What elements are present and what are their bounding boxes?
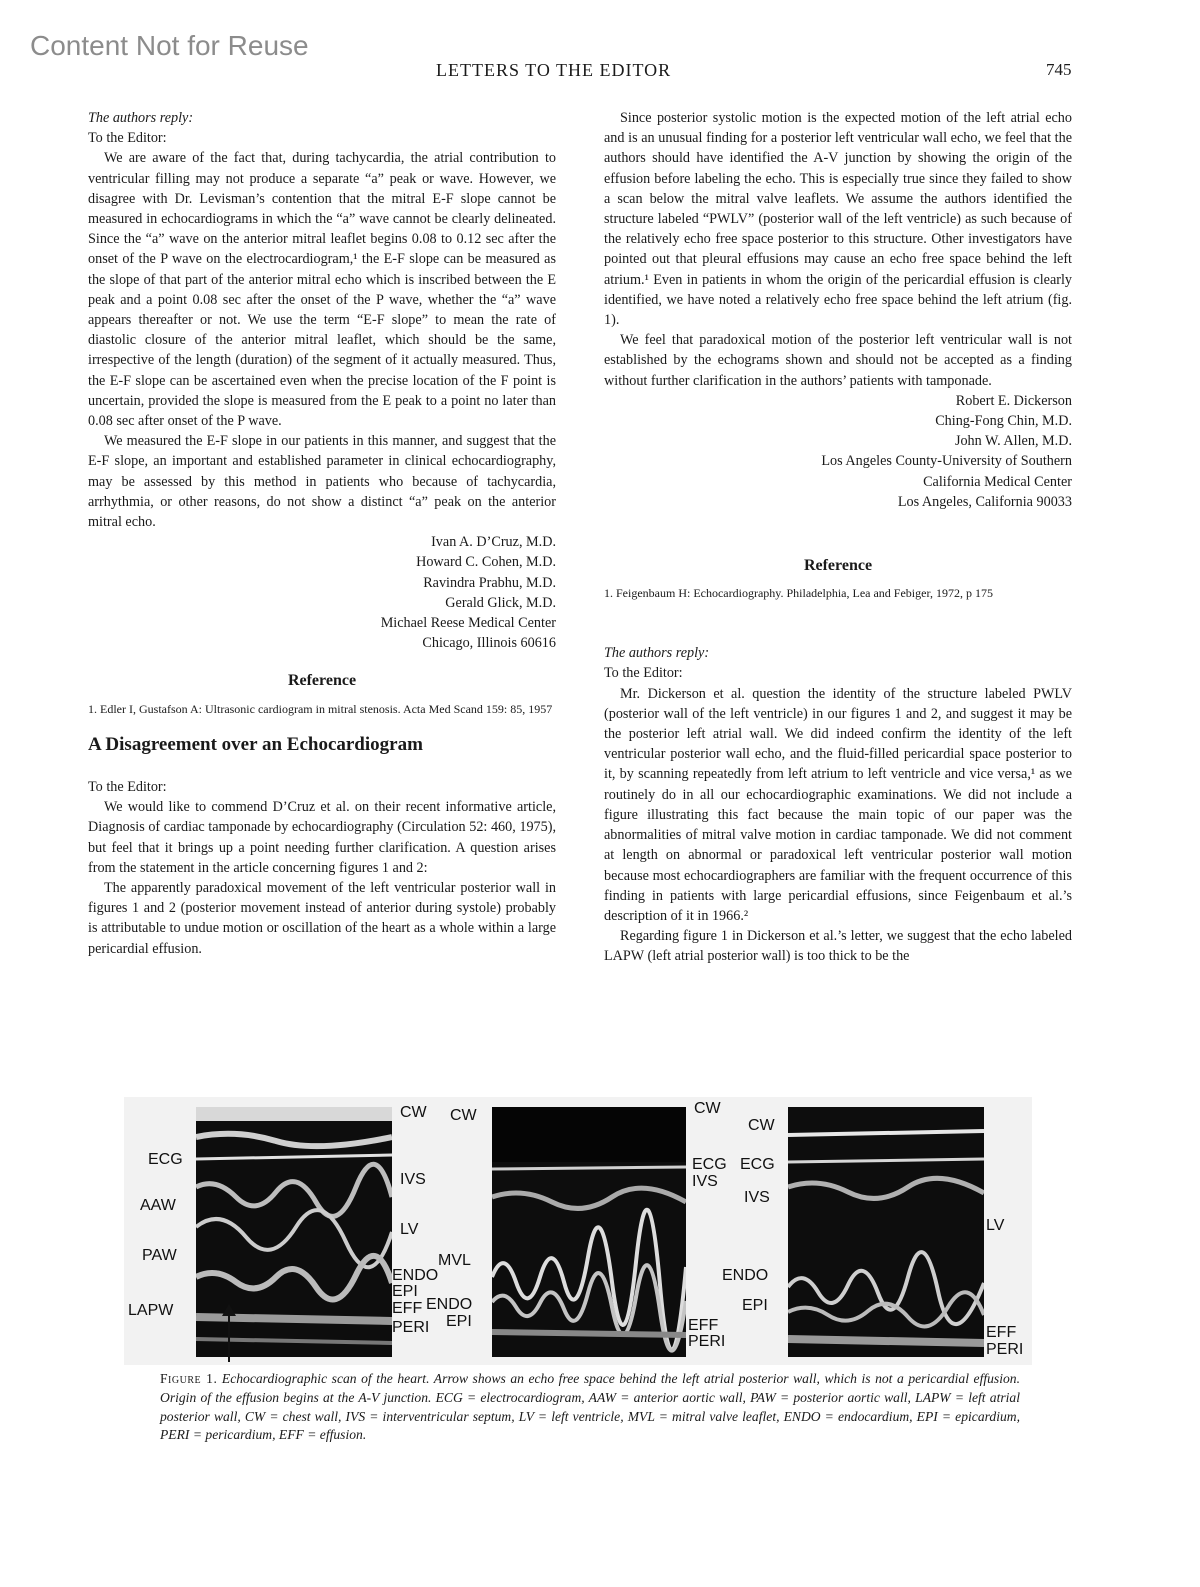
arrow-shaft <box>228 1310 230 1362</box>
figure-label: PERI <box>986 1341 1024 1358</box>
reference-item: 1. Edler I, Gustafson A: Ultrasonic cardiogram in mitral stenosis. Acta Med Scand 159: 85, 1957 <box>88 701 553 716</box>
reply-label: The authors reply: <box>88 110 194 126</box>
figure-label: PAW <box>142 1247 177 1264</box>
figure-label: EFF <box>986 1324 1017 1341</box>
figure-label: EFF <box>392 1300 423 1317</box>
salutation: To the Editor: <box>88 130 167 147</box>
paragraph: We feel that paradoxical motion of the posterior left ventricular wall is not established by the echograms shown and should not be accepted as a finding without further clarification in the authors’ patients with tamponade. <box>604 332 1072 389</box>
signature-line: Howard C. Cohen, M.D. <box>416 554 556 571</box>
figure-label: IVS <box>400 1171 426 1188</box>
figure-label: ECG <box>740 1156 775 1173</box>
figure-label: CW <box>450 1107 477 1124</box>
caption-text: Echocardiographic scan of the heart. Arrow shows an echo free space behind the left atrial posterior wall, which is not a pericardial effusion. Origin of the effusion begins at the A-V junction. ECG = electrocardiogram, AAW = anterior aortic wall, PAW = posterior aortic wall, LAPW = left atrial posterior wall, CW = chest wall, IVS = interventricular septum, LV = left ventricle, MVL = mitral valve leaflet, ENDO = endocardium, EPI = epicardium, PERI = pericardium, EFF = effusion. <box>160 1371 1020 1443</box>
figure-label: CW <box>694 1100 721 1117</box>
signature-line: John W. Allen, M.D. <box>954 433 1072 450</box>
paragraph: We would like to commend D’Cruz et al. on their recent informative article, Diagnosis of cardiac tamponade by echocardiography (Circulation 52: 460, 1975), but feel that it brings up a point needing further clarification. A question arises from the statement in the article concerning figures 1 and 2: <box>88 799 556 876</box>
block-quote: The apparently paradoxical movement of the left ventricular posterior wall in figures 1 and 2 (posterior movement instead of anterior during systole) probably is attributable to undue motion or oscillation of the heart as a whole within a large pericardial effusion. <box>88 879 556 957</box>
signature-line: Ivan A. D’Cruz, M.D. <box>431 534 556 551</box>
reference-heading: Reference <box>287 672 357 690</box>
caption-label: Figure 1. <box>160 1371 218 1386</box>
paragraph: Since posterior systolic motion is the expected motion of the left atrial echo and is an unusual finding for a posterior left ventricular wall echo, we feel that the authors should have identified the A-V junction by showing the origin of the effusion before labeling the echo. This is especially true since they failed to show a scan below the mitral valve leaflets. We assume the authors identified the structure labeled “PWLV” (posterior wall of the left ventricle) as such because of the relatively echo free space posterior to this structure. Other investigators have pointed out that pleural effusions may cause an echo free space behind the left atrium.¹ Even in patients in whom the origin of the pericardial effusion is clearly identified, we have noted a relatively echo free space behind the left atrium (fig. 1). <box>604 110 1072 329</box>
reference-item: 1. Feigenbaum H: Echocardiography. Philadelphia, Lea and Febiger, 1972, p 175 <box>604 586 993 601</box>
reply-label: The authors reply: <box>604 645 710 662</box>
signature-line: Chicago, Illinois 60616 <box>422 635 556 652</box>
figure-label: LAPW <box>128 1302 174 1319</box>
salutation: To the Editor: <box>604 665 683 682</box>
figure-label: ENDO <box>426 1296 473 1313</box>
running-head: LETTERS TO THE EDITOR <box>436 60 672 80</box>
figure-label: EFF <box>688 1317 719 1334</box>
figure-label: PERI <box>688 1333 726 1350</box>
figure-label: CW <box>748 1117 775 1134</box>
echo-panel-3 <box>788 1107 984 1357</box>
signature-line: Michael Reese Medical Center <box>380 615 556 632</box>
reference-heading: Reference <box>803 557 873 575</box>
echocardiogram-figure <box>124 1097 1032 1365</box>
signature-line: Los Angeles, California 90033 <box>897 493 1072 510</box>
figure-label: CW <box>400 1104 427 1121</box>
figure-label: EPI <box>446 1313 472 1330</box>
figure-label: ECG <box>148 1151 183 1168</box>
signature-line: Gerald Glick, M.D. <box>445 594 556 611</box>
left-column <box>88 108 556 959</box>
figure-label: ENDO <box>392 1267 439 1284</box>
figure-label: ECG <box>692 1156 727 1173</box>
paragraph: We are aware of the fact that, during tachycardia, the atrial contribution to ventricular filling may not produce a separate “a” peak or wave. However, we disagree with Dr. Levisman’s contention that the mitral E-F slope cannot be measured in echocardiograms in which the “a” wave cannot be clearly delineated. Since the “a” wave on the anterior mitral leaflet begins 0.08 to 0.12 sec after the onset of the P wave on the electrocardiogram,¹ the E-F slope can be measured as the slope of that part of the anterior mitral echo which is inscribed between the E peak and a point 0.08 sec after the onset of the P wave, whether the “a” wave appears thereafter or not. We use the term “E-F slope” to mean the rate of diastolic closure of the anterior mitral leaflet, which should be the same, irrespective of the length (duration) of the segment of it actually measured. Thus, the E-F slope can be ascertained even when the precise location of the F point is uncertain, provided the slope is measured from the E peak to a point no later than 0.08 sec after onset of the P wave. <box>88 150 556 430</box>
echo-panel-2 <box>492 1107 686 1357</box>
watermark: Content Not for Reuse <box>30 30 309 61</box>
right-column <box>604 108 1072 967</box>
salutation: To the Editor: <box>88 778 167 795</box>
figure-caption <box>160 1370 1020 1445</box>
figure-label: LV <box>400 1221 419 1238</box>
signature-line: Ravindra Prabhu, M.D. <box>423 574 556 591</box>
section-title: A Disagreement over an Echocardiogram <box>88 733 423 755</box>
paragraph: Mr. Dickerson et al. question the identity of the structure labeled PWLV (posterior wall of the left ventricle) in our figures 1 and 2, and suggest it may be the posterior left atrial wall. We did indeed confirm the identity of the left ventricular posterior wall echo, and the fluid-filled pericardial space posterior to it, by scanning repeatedly from left atrium to left ventricle and vice versa,¹ as we routinely do in all our echocardiographic examinations. We did not include a figure illustrating this fact because the main topic of our paper was the abnormalities of mitral valve motion in cardiac tamponade. We did not comment at length on abnormal or paradoxical left ventricular posterior wall motion because most echocardiographers are familiar with the frequent occurrence of this finding in patients with large pericardial effusions, since Feigenbaum et al.’s description of it in 1966.² <box>604 685 1072 924</box>
signature-line: Ching-Fong Chin, M.D. <box>935 413 1072 430</box>
figure-label: EPI <box>392 1283 418 1300</box>
figure-label: MVL <box>438 1252 471 1269</box>
figure-label: EPI <box>742 1297 768 1314</box>
signature-line: California Medical Center <box>923 473 1072 490</box>
figure-label: LV <box>986 1217 1005 1234</box>
paragraph: Regarding figure 1 in Dickerson et al.’s letter, we suggest that the echo labeled LAPW (left atrial posterior wall) is too thick to be the <box>604 928 1072 965</box>
signature-line: Robert E. Dickerson <box>955 392 1072 409</box>
page-number: 745 <box>1046 60 1072 79</box>
echo-panel-1 <box>196 1107 392 1357</box>
figure-label: AAW <box>140 1197 176 1214</box>
figure-label: IVS <box>744 1189 770 1206</box>
paragraph: We measured the E-F slope in our patients in this manner, and suggest that the E-F slope, an important and established parameter in clinical echocardiography, may be assessed by this method in patients who because of tachycardia, arrhythmia, or other reasons, do not show a distinct “a” peak on the anterior mitral echo. <box>88 433 556 531</box>
figure-label: PERI <box>392 1319 430 1336</box>
figure-label: ENDO <box>722 1267 769 1284</box>
signature-line: Los Angeles County-University of Southern <box>821 453 1072 470</box>
figure-label: IVS <box>692 1173 718 1190</box>
